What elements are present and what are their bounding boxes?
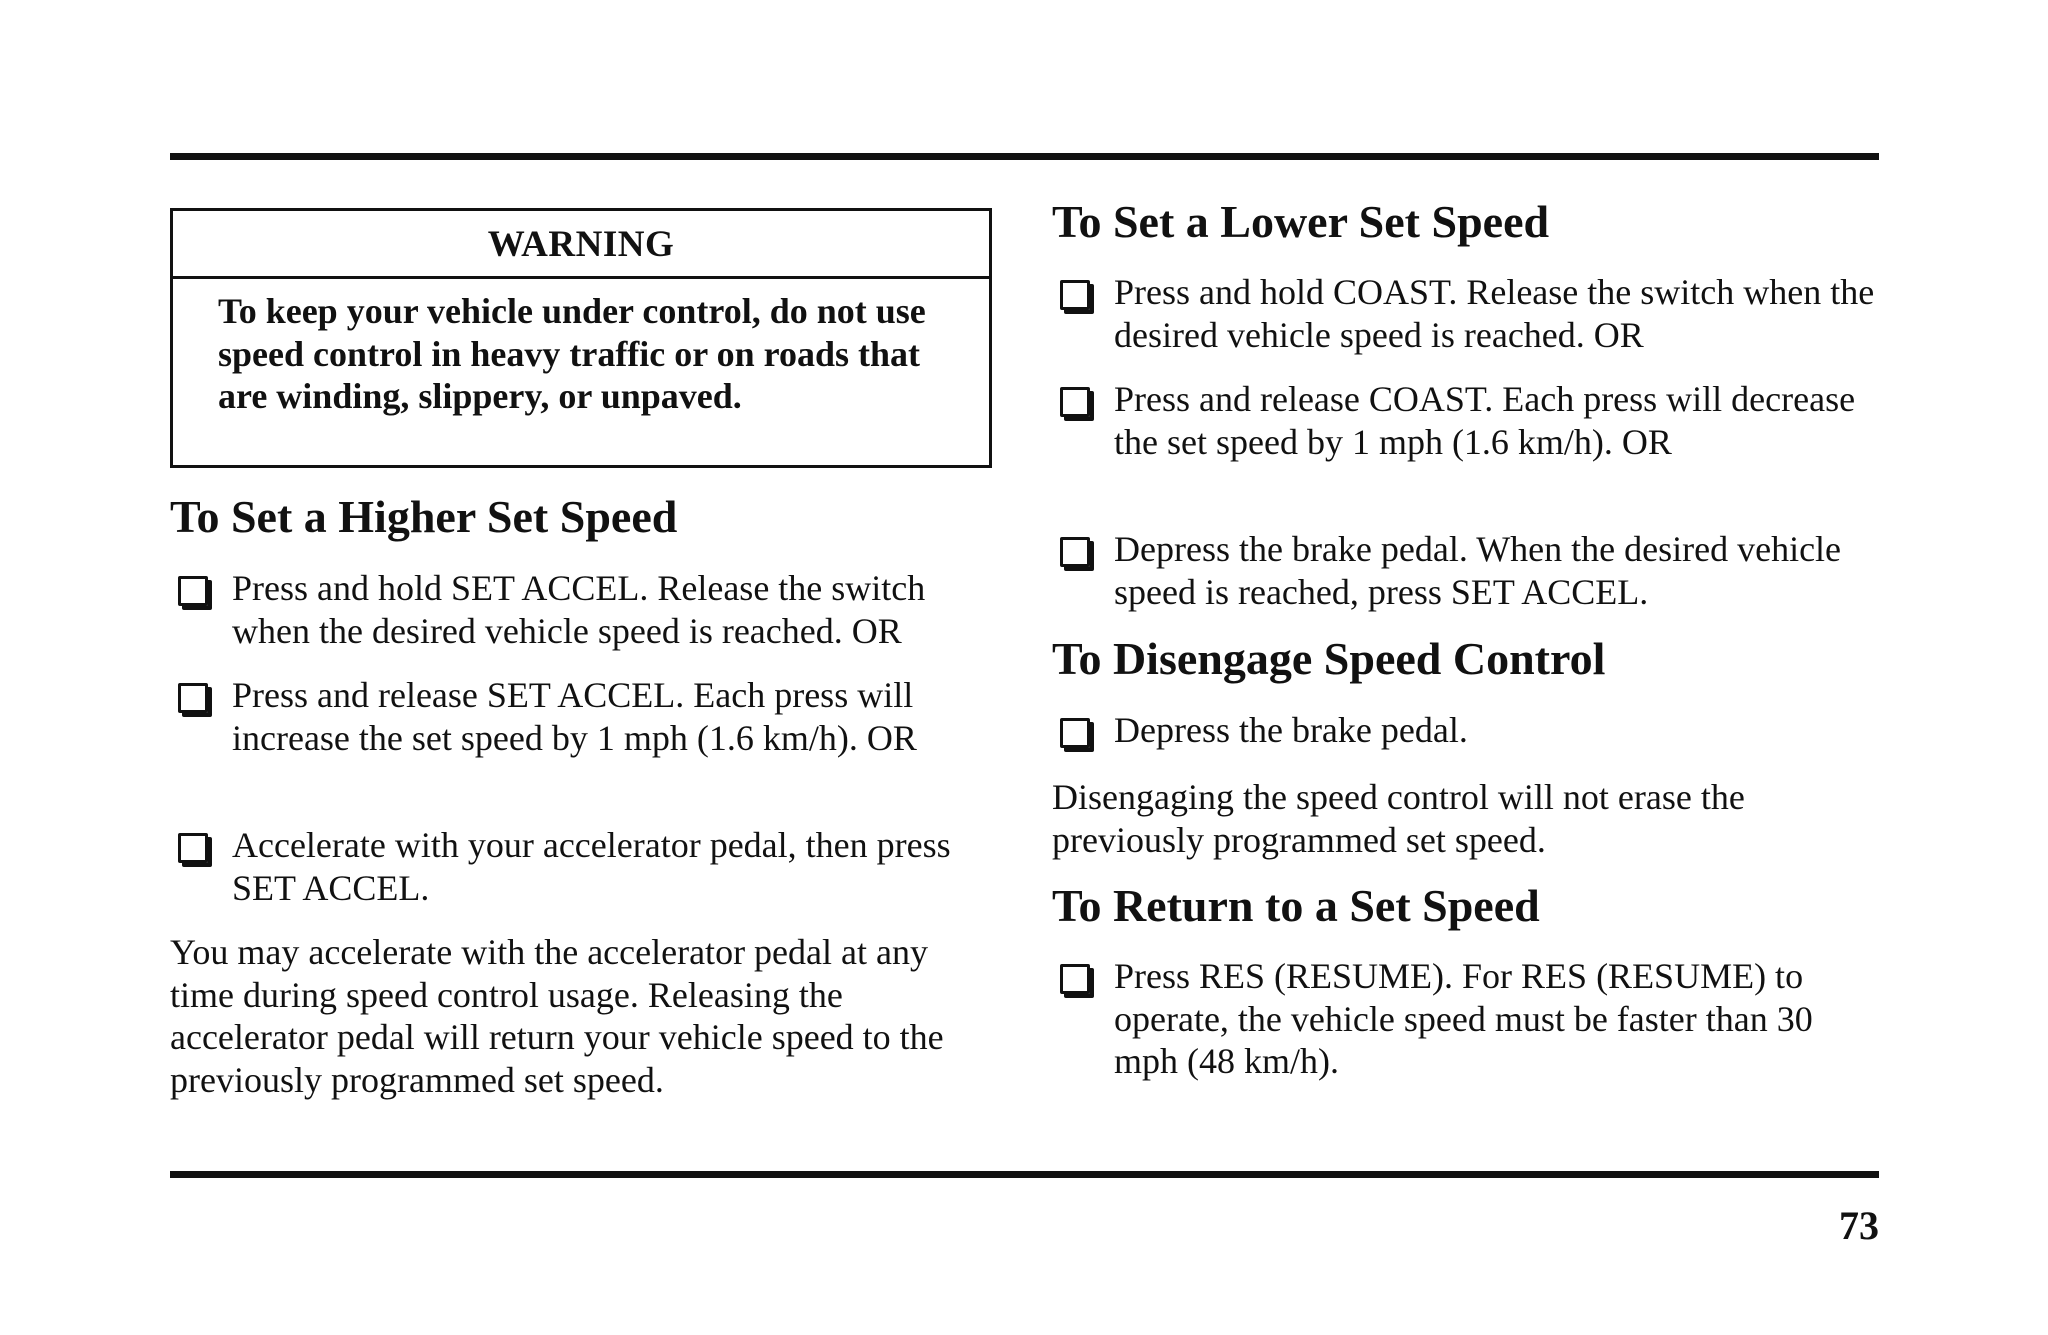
list-item-text: Accelerate with your accelerator pedal, then press SET ACCEL.: [232, 825, 951, 908]
section-heading-higher-speed: To Set a Higher Set Speed: [170, 491, 678, 542]
warning-text: To keep your vehicle under control, do not use speed control in heavy traffic or on roads that are winding, slippery, or unpaved.: [218, 291, 926, 416]
section-heading-disengage: To Disengage Speed Control: [1052, 633, 1606, 684]
checkbox-icon: [178, 833, 208, 863]
checkbox-icon: [1060, 280, 1090, 310]
list-item: [1052, 709, 1882, 752]
list-item: [1052, 271, 1882, 356]
list-item-text: Press and release SET ACCEL. Each press will increase the set speed by 1 mph (1.6 km/h). OR: [232, 675, 917, 758]
checkbox-icon: [178, 576, 208, 606]
section-heading-lower-speed: To Set a Lower Set Speed: [1052, 196, 1550, 247]
list-item-text: Press and hold COAST. Release the switch when the desired vehicle speed is reached. OR: [1114, 272, 1875, 355]
bottom-rule: [170, 1171, 1879, 1178]
list-item: [170, 567, 998, 652]
list-item: [170, 674, 998, 759]
checkbox-icon: [1060, 387, 1090, 417]
list-item-text: Press and hold SET ACCEL. Release the switch when the desired vehicle speed is reached. OR: [232, 568, 926, 651]
list-item: [1052, 378, 1882, 463]
list-item-text: Depress the brake pedal. When the desired vehicle speed is reached, press SET ACCEL.: [1114, 529, 1842, 612]
page-number: 73: [1839, 1203, 1879, 1248]
warning-box: [170, 208, 992, 468]
list-item: [1052, 955, 1882, 1083]
list-item: [1052, 528, 1882, 613]
list-item-text: Press and release COAST. Each press will decrease the set speed by 1 mph (1.6 km/h). OR: [1114, 379, 1856, 462]
disengage-paragraph: Disengaging the speed control will not erase the previously programmed set speed.: [1052, 777, 1745, 860]
section-heading-return: To Return to a Set Speed: [1052, 880, 1540, 931]
list-item: [170, 824, 998, 909]
list-item-text: Depress the brake pedal.: [1114, 710, 1468, 750]
top-rule: [170, 153, 1879, 160]
checkbox-icon: [1060, 537, 1090, 567]
warning-title: WARNING: [173, 211, 989, 279]
checkbox-icon: [1060, 964, 1090, 994]
list-item-text: Press RES (RESUME). For RES (RESUME) to operate, the vehicle speed must be faster than 30 mph (48 km/h).: [1114, 956, 1813, 1081]
checkbox-icon: [1060, 718, 1090, 748]
checkbox-icon: [178, 683, 208, 713]
speed-info-paragraph: You may accelerate with the accelerator pedal at any time during speed control usage. Releasing the accelerator pedal will return your vehicle speed to the previously programmed set speed.: [170, 932, 944, 1100]
